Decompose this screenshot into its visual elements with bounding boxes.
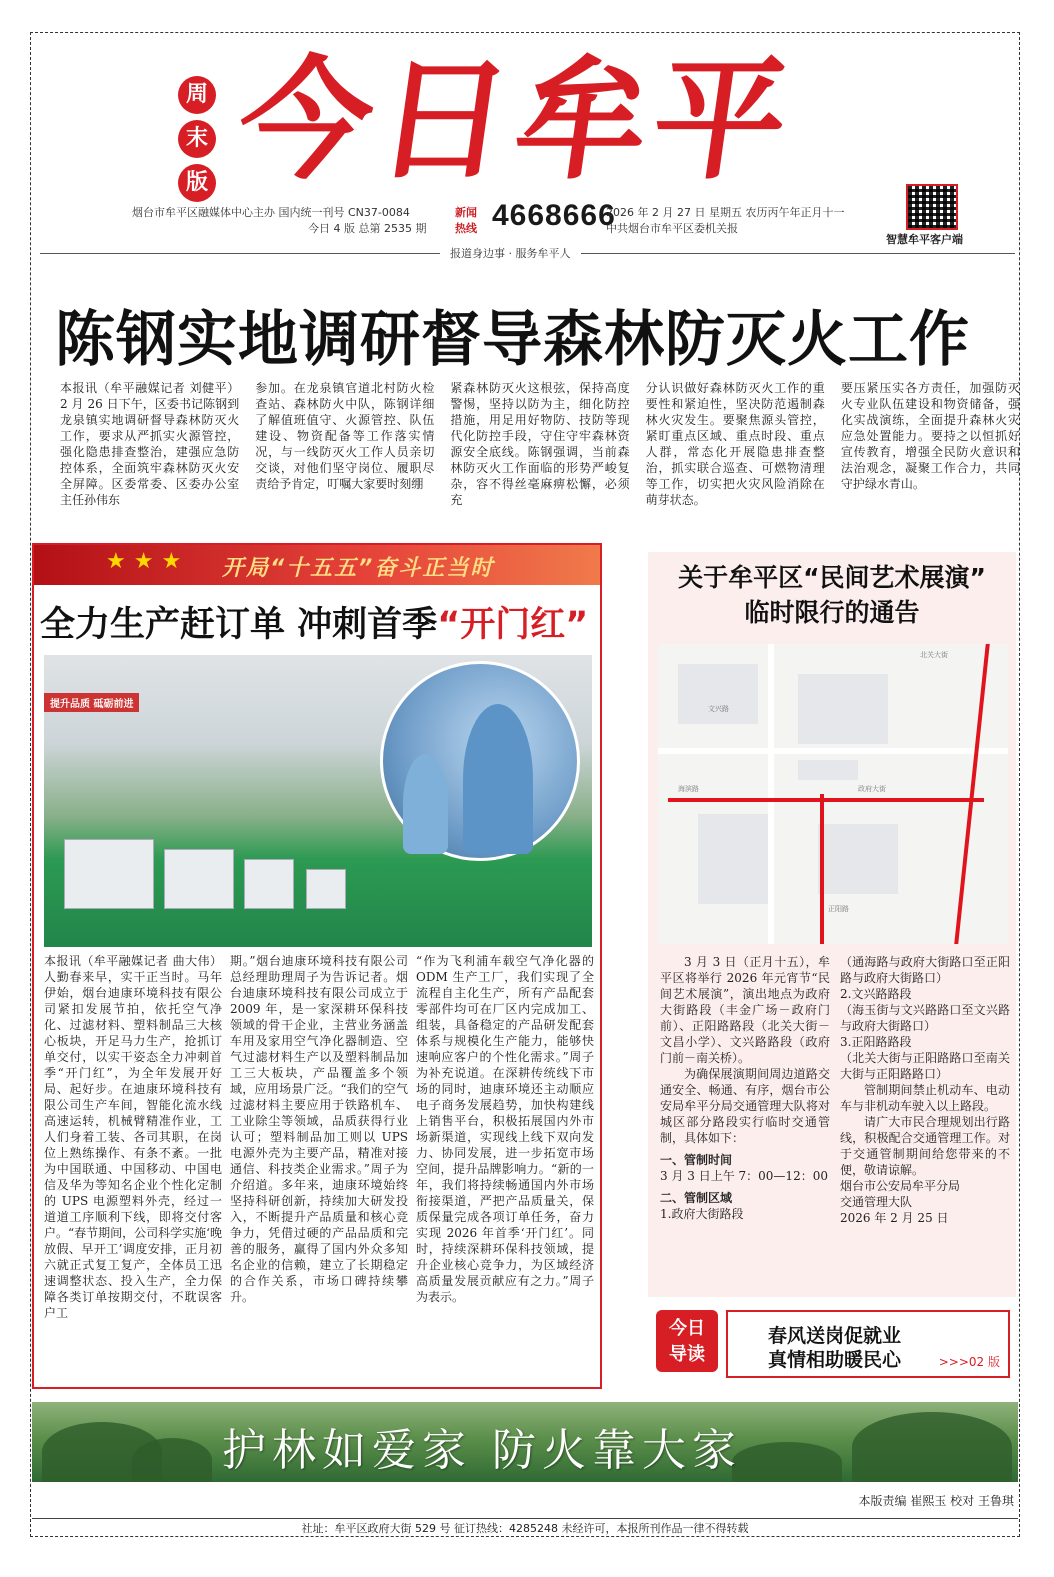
notice-column — [840, 954, 1010, 1226]
notice-paragraph: 3.正阳路路段 — [840, 1035, 912, 1049]
qr-code-icon[interactable] — [906, 184, 958, 230]
article-column: “作为飞利浦车载空气净化器的 ODM 生产工厂，我们实现了全流程自主化生产，所有产品配套零部件均可在厂区内完成加工、组装，具备稳定的产品研发配套体系与规模化生产能力，能够快速响应客户的个性化需求。”周子为补充说道。在深耕传统线下市场的同时，迪康环境还主动顺应电子商务发展趋势，加快构建线上销售平台，积极拓展国内外市场新渠道，实现线上线下双向发力、协同发展，进一步拓宽市场空间，提升品牌影响力。“新的一年，我们将持续畅通国内外市场衔接渠道，严把产品质量关，保质保量完成各项订单任务，奋力实现 2026 年首季‘开门红’。同时，持续深耕环保科技领域，提升企业核心竞争力，为区域经济高质量发展贡献应有之力。”周子为表示。 — [416, 954, 594, 1304]
map-block — [678, 664, 758, 724]
restricted-road — [668, 798, 984, 802]
footer: 社址：牟平区政府大街 529 号 征订热线：4285248 未经许可，本报所刊作品一律不得转载 — [32, 1518, 1018, 1538]
qr-label: 智慧牟平客户端 — [886, 233, 963, 246]
notice-body — [660, 954, 1010, 1226]
notice-heading: 一、管制时间 — [660, 1153, 733, 1167]
notice-signature: 烟台市公安局牟平分局 — [840, 1179, 961, 1193]
map-block — [798, 674, 888, 744]
restriction-map — [658, 644, 1008, 944]
guide-badge-line: 今日 — [669, 1318, 705, 1339]
lead-article — [60, 380, 1020, 508]
worker — [403, 754, 448, 854]
guide-title-line: 真情相助暖民心 — [768, 1349, 902, 1371]
machine — [244, 859, 294, 909]
publisher-line: 中共烟台市牟平区委机关报 — [606, 222, 738, 235]
article-column: 本报讯（牟平融媒记者 曲大伟）人勤春来早，实干正当时。马年伊始，烟台迪康环境科技有限公司紧扣发展节拍，依托空气净化、过滤材料、塑料制品三大核心板块，开足马力生产，抢抓订单交付，以实干姿态全力冲刺首季“开门红”，为全年发展开好局、起好步。在迪康环境科技有限公司生产车间，智能化流水线高速运转，机械臂精准作业，工人们身着工装、各司其职，在岗位上熟练操作、有条不紊。一批为中国联通、中国移动、中国电信及华为等知名企业个性化定制的 UPS 电源塑料外壳，经过一道道工序顺利下线，即将交付客户。“春节期间，公司科学实施‘晚放假、早开工’调度安排，正月初六就正式复工复产，全体员工迅速调整状态、投入生产，全力保障各类订单按期交付，不耽误客户工 — [44, 954, 222, 1320]
slogan: 报道身边事 · 服务牟平人 — [440, 245, 581, 261]
worker — [463, 704, 533, 854]
feature-title-main: 全力生产赶订单 冲刺首季 — [40, 605, 438, 645]
feature-banner — [34, 545, 600, 585]
machine — [306, 869, 346, 909]
article-column: 参加。在龙泉镇官道北村防火检查站、森林防火中队，陈钢详细了解值班值守、火源管控、队伍建设、物资配备等工作落实情况，与一线防灭火工作人员亲切交谈，对他们坚守岗位、履职尽责给予肯定，叮嘱大家要时刻绷 — [255, 381, 435, 491]
masthead-date — [606, 205, 844, 237]
star-icon: ★★★ — [106, 549, 190, 574]
hotline-label: 新闻热线 — [455, 206, 477, 235]
notice-heading: 二、管制区域 — [660, 1191, 733, 1205]
info-line: 今日 4 版 总第 2535 期 — [308, 222, 427, 235]
notice-signature: 交通管理大队 — [840, 1195, 913, 1209]
notice-paragraph: 3 月 3 日上午 7：00—12：00 — [660, 1169, 828, 1183]
notice-column — [660, 954, 830, 1226]
masthead-info — [132, 205, 426, 237]
article-column: 要压紧压实各方责任，加强防灭火专业队伍建设和物资储备，强化实战演练，全面提升森林火灾应急处置能力。要持之以恒抓好宣传教育，增强全民防火意识和法治观念，凝聚工作合力，共同守护绿水青山。 — [840, 381, 1021, 491]
feature-title-highlight: “开门红” — [437, 605, 589, 645]
notice-date: 2026 年 2 月 25 日 — [840, 1211, 949, 1225]
edition-char: 周 — [178, 76, 216, 114]
guide-badge — [656, 1310, 718, 1372]
edition-char: 版 — [178, 164, 216, 202]
main-headline: 陈钢实地调研督导森林防灭火工作 — [55, 305, 970, 375]
tree-shape — [132, 1438, 212, 1482]
machine — [64, 839, 154, 909]
date-line: 2026 年 2 月 27 日 星期五 农历丙午年正月十一 — [606, 206, 845, 219]
traffic-notice — [648, 552, 1016, 1297]
notice-title — [648, 560, 1016, 630]
notice-paragraph: 3 月 3 日（正月十五），牟平区将举行 2026 年元宵节“民间艺术展演”，演出地点为政府大街路段（丰金广场－政府门前）、正阳路路段（北关大街－文昌小学）、文兴路路段（政府门前－南关桥）。 — [660, 955, 830, 1065]
map-label: 正阳路 — [828, 905, 849, 913]
editors-credit: 本版责编 崔熙玉 校对 王鲁琪 — [858, 1494, 1014, 1508]
edition-char: 末 — [178, 120, 216, 158]
today-guide[interactable] — [656, 1310, 1012, 1380]
map-block — [698, 814, 768, 904]
notice-paragraph: 请广大市民合理规划出行路线，积极配合交通管理工作。对于交通管制期间给您带来的不便，敬请谅解。 — [840, 1115, 1010, 1177]
map-road — [768, 644, 774, 944]
notice-title-line: 临时限行的通告 — [744, 598, 920, 627]
notice-paragraph: 管制期间禁止机动车、电动车与非机动车驶入以上路段。 — [840, 1083, 1010, 1113]
map-label: 海滨路 — [678, 785, 699, 793]
restricted-road — [954, 644, 990, 944]
feature-title — [40, 597, 588, 647]
map-label: 北关大街 — [920, 651, 948, 659]
fire-prevention-banner — [32, 1402, 1018, 1482]
map-block — [818, 824, 898, 894]
guide-page-link[interactable]: >>>02 版 — [938, 1355, 1000, 1369]
notice-title-line: 关于牟平区“民间艺术展演” — [678, 563, 986, 592]
restricted-road — [820, 794, 824, 944]
feature-story — [32, 543, 602, 1389]
hotline-number: 4668666 — [492, 199, 616, 232]
feature-article — [44, 953, 594, 1321]
guide-box[interactable] — [726, 1310, 1010, 1378]
weekend-edition-badge — [178, 76, 218, 202]
info-line: 烟台市牟平区融媒体中心主办 国内统一刊号 CN37-0084 — [132, 206, 410, 219]
notice-paragraph: 为确保展演期间周边道路交通安全、畅通、有序，烟台市公安局牟平分局交通管理大队将对城区部分路段实行临时交通管制，具体如下： — [660, 1067, 830, 1145]
banner-slogan: 护林如爱家 防火靠大家 — [222, 1425, 742, 1476]
notice-paragraph: （通海路与政府大街路口至正阳路与政府大街路口） — [840, 955, 1010, 985]
article-column: 紧森林防灭火这根弦，保持高度警惕，坚持以防为主，细化防控措施，用足用好物防、技防等现代化防控手段，守住守牢森林资源安全底线。陈钢强调，当前森林防灭火工作面临的形势严峻复杂，容不得丝毫麻痹松懈，必须充 — [450, 381, 630, 507]
factory-sign: 提升品质 砥砺前进 — [44, 693, 139, 712]
notice-paragraph: 2.文兴路路段 — [840, 987, 912, 1001]
map-label: 文兴路 — [708, 705, 729, 713]
newspaper-title: 今日牟平 — [229, 43, 803, 198]
tree-shape — [852, 1412, 1012, 1482]
tree-shape — [732, 1442, 842, 1482]
article-column: 分认识做好森林防灭火工作的重要性和紧迫性，坚决防范遏制森林火灾发生。要聚焦源头管控，紧盯重点区域、重点时段、重点人群，常态化开展隐患排查整治，抓实联合巡查、可燃物清理等工作，切实把火灾风险消除在萌芽状态。 — [645, 381, 825, 507]
article-column: 期。”烟台迪康环境科技有限公司总经理助理周子为告诉记者。烟台迪康环境科技有限公司成立于 2009 年，是一家深耕环保科技领域的骨干企业，主营业务涵盖车用及家用空气净化器制造、空气过滤材料生产以及塑料制品加工三大板块，产品覆盖多个领域，应用场景广泛。“我们的空气过滤材料主要应用于铁路机车、工业除尘等领域，品质获得行业认可；塑料制品加工则以 UPS 电源外壳为主要产品，精准对接通信、科技类企业需求。”周子为介绍道。多年来，迪康环境始终坚持科研创新，持续加大研发投入，不断提升产品质量和核心竞争力，凭借过硬的产品品质和完善的服务，赢得了国内外众多知名企业的信赖，建立了长期稳定的合作关系，市场口碑持续攀升。 — [230, 954, 408, 1304]
article-column: 本报讯（牟平融媒记者 刘健平）2 月 26 日下午，区委书记陈钢到龙泉镇实地调研督导森林防灭火工作，要求从严抓实火源管控，强化隐患排查整治，建强应急防控体系，全面筑牢森林防灭火安全屏障。区委常委、区委办公室主任孙伟东 — [60, 381, 240, 507]
guide-badge-line: 导读 — [669, 1344, 705, 1365]
notice-paragraph: （北关大街与正阳路路口至南关大街与正阳路路口） — [840, 1051, 1010, 1081]
machine — [164, 849, 234, 909]
banner-text: 开局“十五五”奋斗正当时 — [222, 556, 495, 581]
guide-title — [768, 1324, 901, 1372]
factory-photo — [44, 655, 592, 947]
notice-paragraph: 1.政府大街路段 — [660, 1207, 744, 1221]
map-label: 政府大街 — [858, 785, 886, 793]
notice-paragraph: （海玉街与文兴路路口至文兴路与政府大街路口） — [840, 1003, 1010, 1033]
guide-title-line: 春风送岗促就业 — [768, 1325, 902, 1347]
map-block — [798, 760, 858, 780]
worker-closeup-photo — [380, 661, 580, 861]
map-road — [658, 748, 1008, 754]
